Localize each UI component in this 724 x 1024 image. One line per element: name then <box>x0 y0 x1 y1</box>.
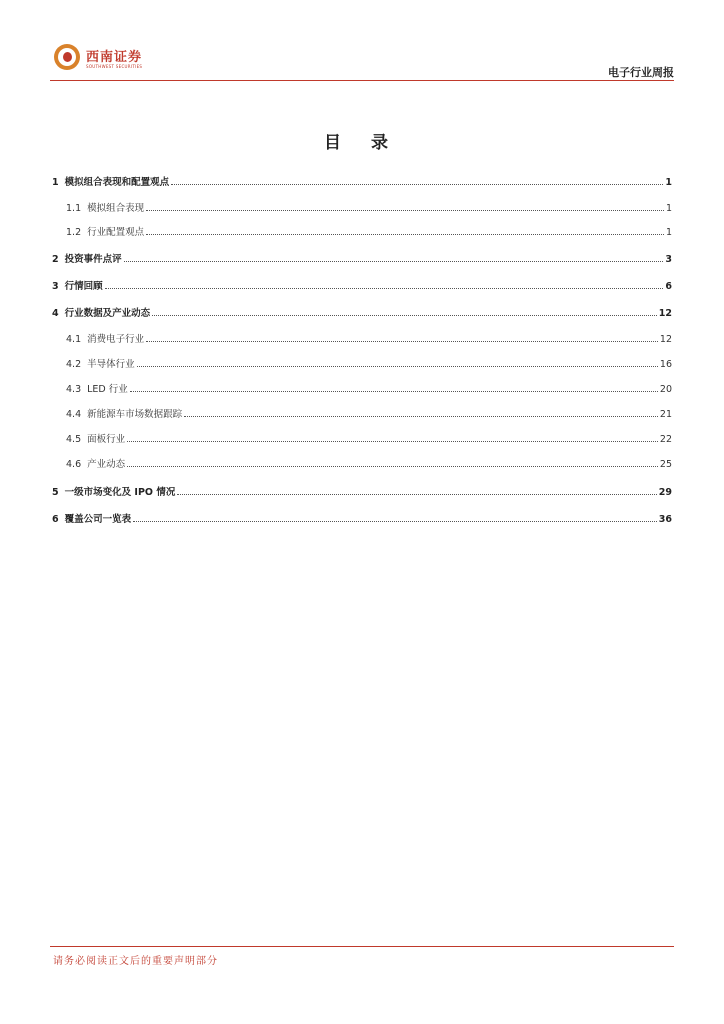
toc-entry-page: 21 <box>659 409 672 420</box>
toc-entry-label: 模拟组合表现 <box>87 203 145 214</box>
toc-entry-number: 4.5 <box>66 434 82 445</box>
logo-english-name: SOUTHWEST SECURITIES <box>86 64 143 69</box>
toc-entry-page: 1 <box>665 203 672 214</box>
toc-entry-number: 4.2 <box>66 359 82 370</box>
toc-entry-number: 1.1 <box>66 203 82 214</box>
toc-entry-number: 4 <box>52 308 59 319</box>
toc-entry-label: 行业数据及产业动态 <box>64 308 151 319</box>
toc-entry[interactable] <box>52 400 672 420</box>
toc-entry[interactable] <box>52 299 672 319</box>
toc-entry-label: 产业动态 <box>87 459 126 470</box>
toc-entry-label: 面板行业 <box>87 434 126 445</box>
toc-entry[interactable] <box>52 272 672 292</box>
toc-entry-label: 模拟组合表现和配置观点 <box>64 177 170 188</box>
toc-dot-leader <box>146 234 664 235</box>
toc-entry-label: 半导体行业 <box>87 359 135 370</box>
toc-entry-page: 16 <box>659 359 672 370</box>
toc-entry-label: 行业配置观点 <box>87 227 145 238</box>
toc-entry-number: 6 <box>52 514 59 525</box>
toc-entry-number: 4.6 <box>66 459 82 470</box>
toc-entry-number: 4.3 <box>66 384 82 395</box>
toc-entry-label: 行情回顾 <box>64 281 103 292</box>
toc-entry-page: 12 <box>658 308 672 319</box>
toc-entry[interactable] <box>52 505 672 525</box>
toc-entry-number: 3 <box>52 281 59 292</box>
footer-divider <box>50 946 674 947</box>
toc-entry-page: 12 <box>659 334 672 345</box>
toc-entry-label: 一级市场变化及 IPO 情况 <box>64 487 176 498</box>
company-logo <box>54 44 164 74</box>
toc-entry-page: 29 <box>658 487 672 498</box>
toc-entry-page: 20 <box>659 384 672 395</box>
logo-emblem-icon <box>54 44 80 70</box>
logo-chinese-name: 西南证券 <box>86 50 143 65</box>
toc-dot-leader <box>171 184 663 185</box>
page-header <box>0 0 724 90</box>
toc-entry[interactable] <box>52 218 672 238</box>
toc-entry-number: 4.1 <box>66 334 82 345</box>
toc-dot-leader <box>127 441 658 442</box>
toc-entry-page: 22 <box>659 434 672 445</box>
toc-entry[interactable] <box>52 350 672 370</box>
footer-disclaimer: 请务必阅读正文后的重要声明部分 <box>53 956 218 967</box>
toc-entry-number: 2 <box>52 254 59 265</box>
toc-heading: 目 录 <box>324 133 400 153</box>
toc-dot-leader <box>105 288 664 289</box>
toc-entry[interactable] <box>52 425 672 445</box>
toc-dot-leader <box>146 341 658 342</box>
toc-entry[interactable] <box>52 478 672 498</box>
toc-dot-leader <box>184 416 658 417</box>
toc-entry[interactable] <box>52 450 672 470</box>
toc-entry-label: 消费电子行业 <box>87 334 145 345</box>
report-type-title: 电子行业周报 <box>608 66 674 79</box>
toc-entry-page: 1 <box>665 177 672 188</box>
toc-dot-leader <box>177 494 656 495</box>
toc-entry-label: 新能源车市场数据跟踪 <box>87 409 183 420</box>
toc-entry[interactable] <box>52 168 672 188</box>
toc-entry-number: 1.2 <box>66 227 82 238</box>
toc-entry-page: 3 <box>665 254 672 265</box>
header-divider <box>50 80 674 81</box>
toc-entry[interactable] <box>52 375 672 395</box>
toc-entry-page: 6 <box>665 281 672 292</box>
toc-entry-page: 25 <box>659 459 672 470</box>
toc-entry[interactable] <box>52 194 672 214</box>
toc-dot-leader <box>152 315 657 316</box>
toc-entry-number: 4.4 <box>66 409 82 420</box>
toc-entry[interactable] <box>52 325 672 345</box>
toc-dot-leader <box>130 391 658 392</box>
toc-entry-page: 36 <box>658 514 672 525</box>
toc-entry-label: 覆盖公司一览表 <box>64 514 132 525</box>
toc-dot-leader <box>127 466 658 467</box>
toc-entry-page: 1 <box>665 227 672 238</box>
toc-entry-number: 1 <box>52 177 59 188</box>
toc-entry-label: LED 行业 <box>87 384 128 395</box>
toc-dot-leader <box>146 210 664 211</box>
toc-entry-number: 5 <box>52 487 59 498</box>
toc-entry[interactable] <box>52 245 672 265</box>
toc-dot-leader <box>133 521 657 522</box>
toc-dot-leader <box>124 261 664 262</box>
toc-dot-leader <box>137 366 658 367</box>
toc-entry-label: 投资事件点评 <box>64 254 122 265</box>
